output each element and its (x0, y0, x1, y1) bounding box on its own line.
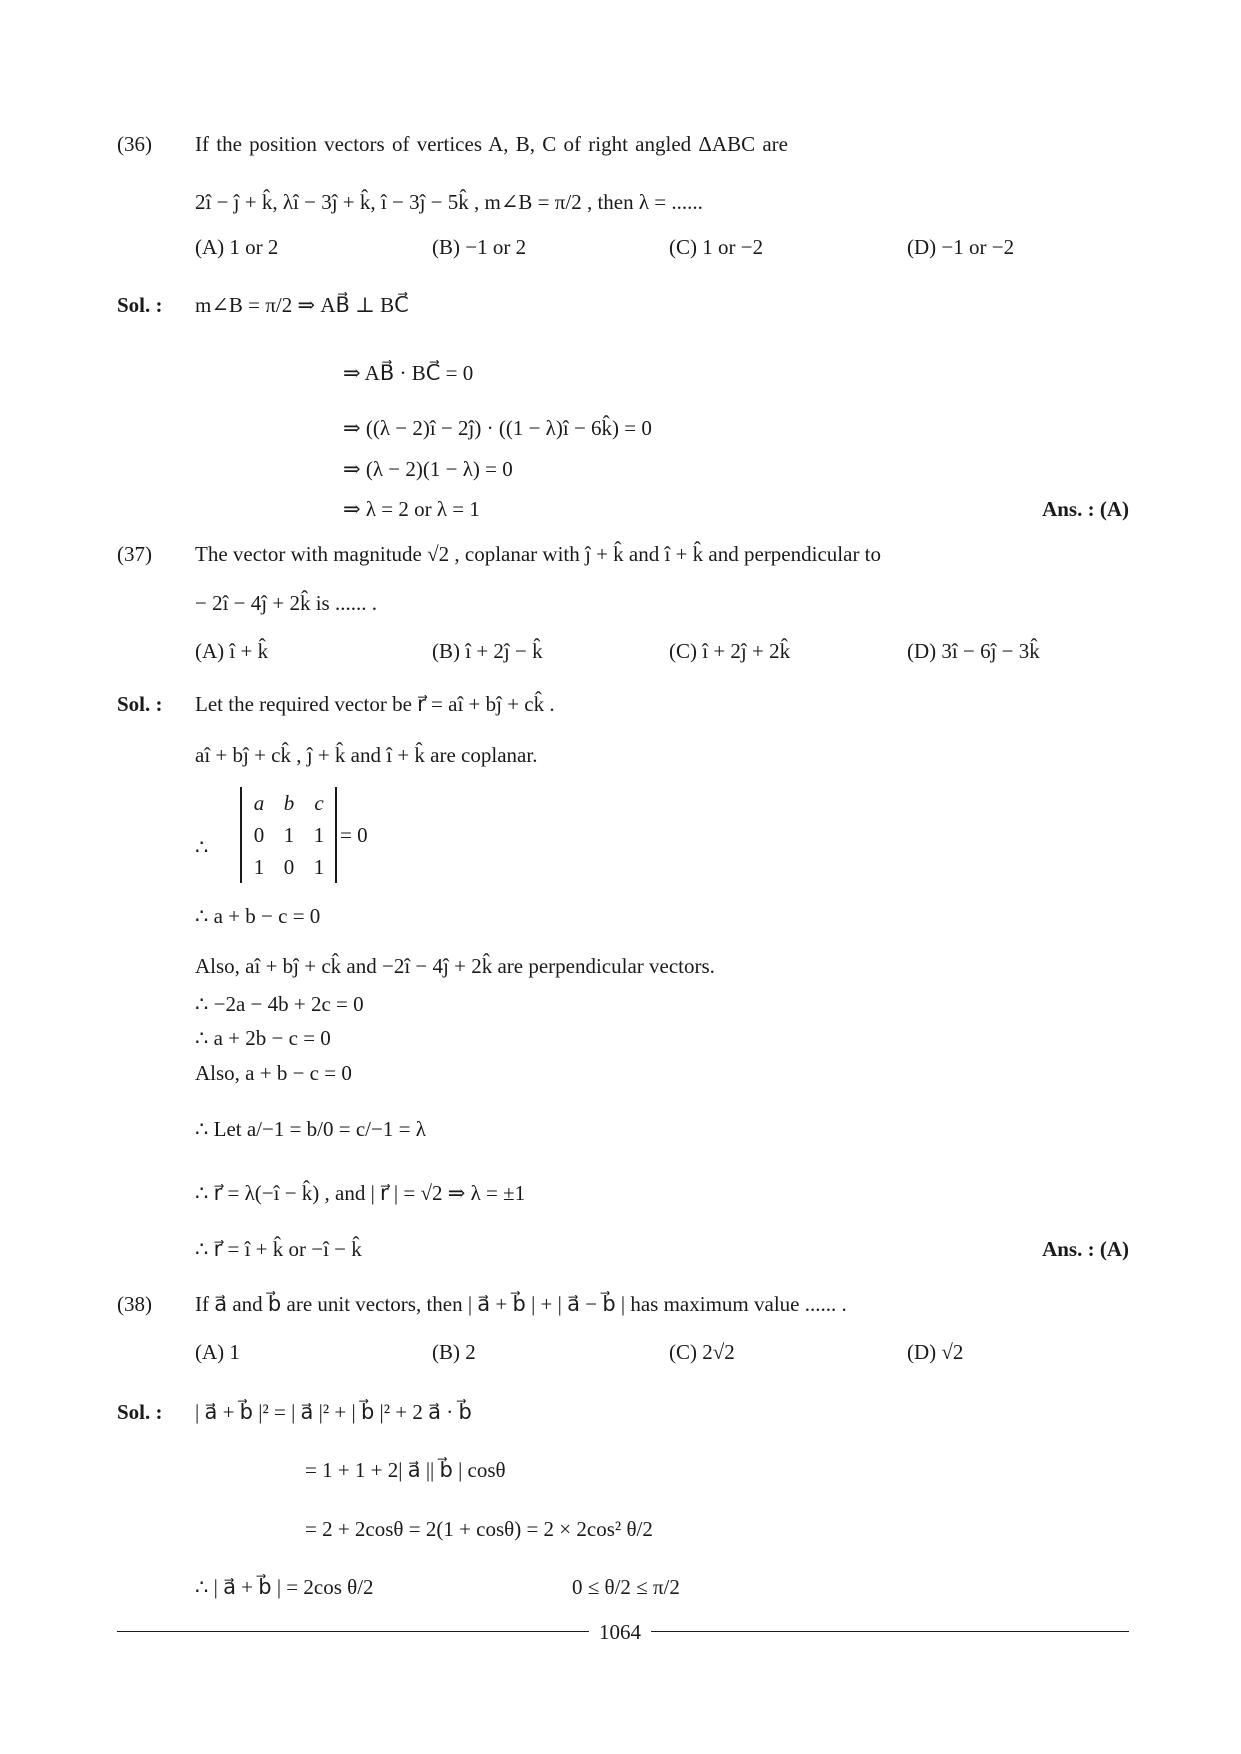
option-c: (C) 2√2 (669, 1340, 735, 1364)
option-b: (B) −1 or 2 (432, 235, 527, 259)
solution-step: ⇒ ((λ − 2)î − 2ĵ) · ((1 − λ)î − 6k̂) = 0 (343, 416, 652, 440)
det-cell: a (253, 791, 265, 815)
det-cell: 1 (313, 823, 325, 847)
question-number: (38) (117, 1292, 152, 1316)
option-d: (D) 3î − 6ĵ − 3k̂ (907, 639, 1040, 663)
solution-step: | a⃗ + b⃗ |² = | a⃗ |² + | b⃗ |² + 2 a⃗ · b⃗ (195, 1400, 472, 1424)
option-d: (D) √2 (907, 1340, 964, 1364)
solution-label: Sol. : (117, 1400, 163, 1424)
solution-step: m∠B = π/2 ⇒ AB⃗ ⊥ BC⃗ (195, 293, 409, 317)
solution-step: ⇒ AB⃗ · BC⃗ = 0 (343, 361, 474, 385)
question-stem: − 2î − 4ĵ + 2k̂ is ...... . (195, 591, 377, 615)
solution-step: = 2 + 2cosθ = 2(1 + cosθ) = 2 × 2cos² θ/2 (305, 1517, 653, 1541)
solution-step: ∴ r⃗ = î + k̂ or −î − k̂ (195, 1237, 362, 1261)
solution-label: Sol. : (117, 692, 163, 716)
question-number: (36) (117, 132, 152, 156)
det-cell: 1 (313, 855, 325, 879)
page-number: 1064 (599, 1620, 641, 1644)
answer: Ans. : (A) (1042, 1237, 1129, 1261)
solution-step: Also, aî + bĵ + ck̂ and −2î − 4ĵ + 2k̂ are perpendicular vectors. (195, 954, 715, 978)
solution-step: Also, a + b − c = 0 (195, 1061, 352, 1085)
solution-label: Sol. : (117, 293, 163, 317)
solution-step: ∴ a + 2b − c = 0 (195, 1026, 331, 1050)
option-b: (B) 2 (432, 1340, 476, 1364)
solution-step: = 1 + 1 + 2| a⃗ || b⃗ | cosθ (305, 1458, 506, 1482)
therefore-symbol: ∴ (195, 835, 209, 859)
question-stem: If a⃗ and b⃗ are unit vectors, then | a⃗ + b⃗ | + | a⃗ − b⃗ | has maximum value ...... . (195, 1292, 847, 1316)
solution-step: 0 ≤ θ/2 ≤ π/2 (572, 1575, 680, 1599)
solution-step: ∴ r⃗ = λ(−î − k̂) , and | r⃗ | = √2 ⇒ λ = ±1 (195, 1181, 526, 1205)
solution-step: ∴ Let a/−1 = b/0 = c/−1 = λ (195, 1117, 426, 1141)
option-c: (C) 1 or −2 (669, 235, 764, 259)
option-a: (A) 1 (195, 1340, 240, 1364)
answer: Ans. : (A) (1042, 497, 1129, 521)
det-cell: b (283, 791, 295, 815)
determinant (240, 787, 337, 883)
det-cell: 0 (253, 823, 265, 847)
solution-step: Let the required vector be r⃗ = aî + bĵ + ck̂ . (195, 692, 555, 716)
solution-step: ∴ −2a − 4b + 2c = 0 (195, 992, 364, 1016)
det-cell: 1 (283, 823, 295, 847)
option-a: (A) î + k̂ (195, 639, 269, 663)
option-a: (A) 1 or 2 (195, 235, 279, 259)
question-number: (37) (117, 542, 152, 566)
question-stem: The vector with magnitude √2 , coplanar with ĵ + k̂ and î + k̂ and perpendicular to (195, 542, 882, 566)
question-stem: If the position vectors of vertices A, B, C of right angled ΔABC are (195, 132, 788, 156)
solution-step: aî + bĵ + ck̂ , ĵ + k̂ and î + k̂ are coplanar. (195, 743, 538, 767)
det-cell: 0 (283, 855, 295, 879)
det-cell: c (314, 791, 324, 815)
solution-step: ⇒ λ = 2 or λ = 1 (343, 497, 480, 521)
det-cell: 1 (253, 855, 265, 879)
solution-step: ∴ | a⃗ + b⃗ | = 2cos θ/2 (195, 1575, 374, 1599)
solution-step: ⇒ (λ − 2)(1 − λ) = 0 (343, 457, 513, 481)
footer-rule-right (651, 1631, 1129, 1632)
question-stem: 2î − ĵ + k̂, λî − 3ĵ + k̂, î − 3ĵ − 5k̂ , m∠B = π/2 , then λ = ...... (195, 190, 703, 214)
option-d: (D) −1 or −2 (907, 235, 1015, 259)
footer-rule-left (117, 1631, 589, 1632)
option-b: (B) î + 2ĵ − k̂ (432, 639, 543, 663)
solution-step: ∴ a + b − c = 0 (195, 904, 321, 928)
determinant-equals: = 0 (340, 823, 368, 847)
option-c: (C) î + 2ĵ + 2k̂ (669, 639, 791, 663)
